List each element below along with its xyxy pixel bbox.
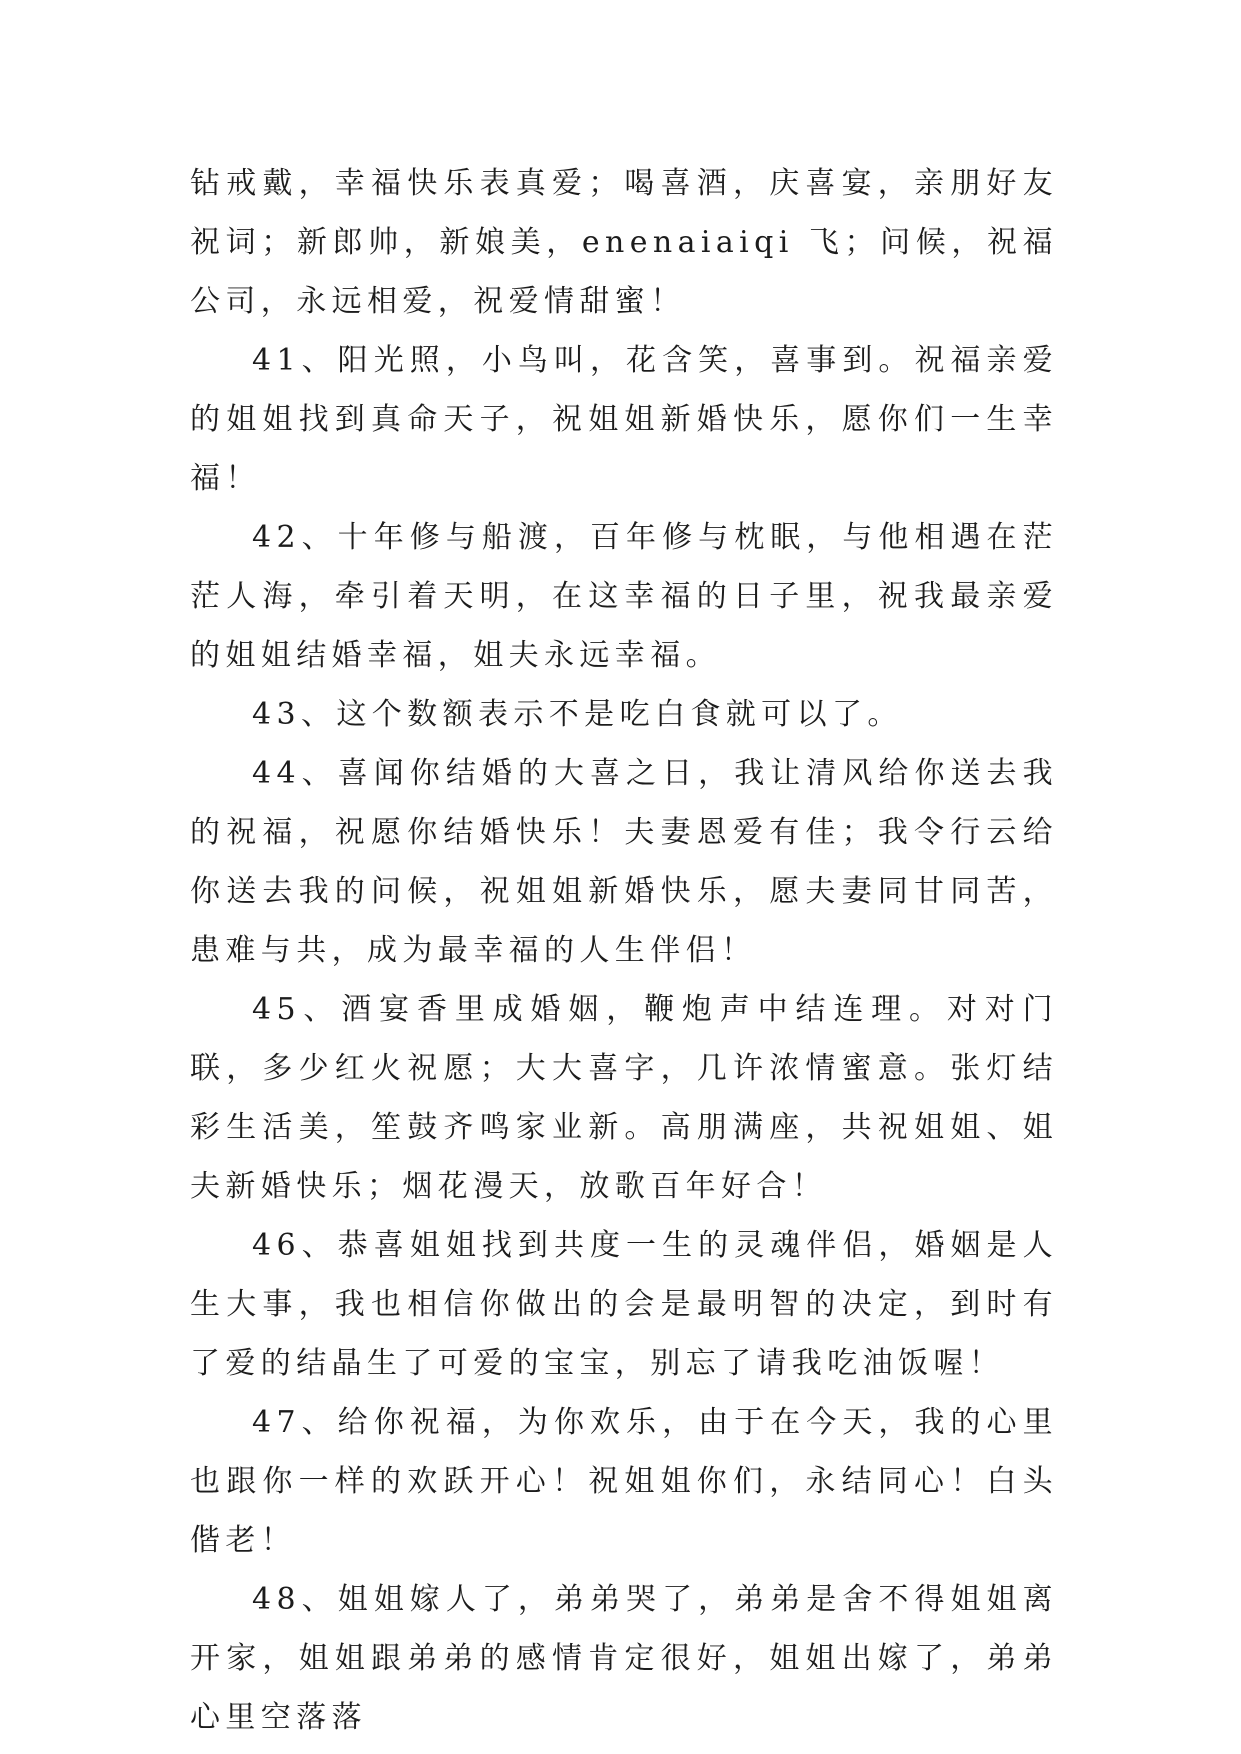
paragraph-item-48: 48、姐姐嫁人了，弟弟哭了，弟弟是舍不得姐姐离开家，姐姐跟弟弟的感情肯定很好，姐姐出嫁了，弟弟心里空落落	[190, 1582, 1058, 1735]
paragraph-item-41: 41、阳光照，小鸟叫，花含笑，喜事到。祝福亲爱的姐姐找到真命天子，祝姐姐新婚快乐，愿你们一生幸福！	[190, 343, 1058, 496]
paragraph-item-47: 47、给你祝福，为你欢乐，由于在今天，我的心里也跟你一样的欢跃开心！祝姐姐你们，永结同心！白头偕老！	[190, 1405, 1058, 1558]
paragraph-item-42: 42、十年修与船渡，百年修与枕眠，与他相遇在茫茫人海，牵引着天明，在这幸福的日子里，祝我最亲爱的姐姐结婚幸福，姐夫永远幸福。	[190, 520, 1058, 673]
paragraph-item-44: 44、喜闻你结婚的大喜之日，我让清风给你送去我的祝福，祝愿你结婚快乐！夫妻恩爱有佳；我令行云给你送去我的问候，祝姐姐新婚快乐，愿夫妻同甘同苦，患难与共，成为最幸福的人生伴侣！	[190, 756, 1058, 968]
paragraph-item-46: 46、恭喜姐姐找到共度一生的灵魂伴侣，婚姻是人生大事，我也相信你做出的会是最明智的决定，到时有了爱的结晶生了可爱的宝宝，别忘了请我吃油饭喔！	[190, 1228, 1058, 1381]
paragraph-continuation: 钻戒戴，幸福快乐表真爱；喝喜酒，庆喜宴，亲朋好友祝词；新郎帅，新娘美，enenaiaiqi 飞；问候，祝福公司，永远相爱，祝爱情甜蜜！	[190, 166, 1058, 319]
paragraph-item-43: 43、这个数额表示不是吃白食就可以了。	[252, 697, 903, 732]
paragraph-item-45: 45、酒宴香里成婚姻，鞭炮声中结连理。对对门联，多少红火祝愿；大大喜字，几许浓情蜜意。张灯结彩生活美，笙鼓齐鸣家业新。高朋满座，共祝姐姐、姐夫新婚快乐；烟花漫天，放歌百年好合！	[190, 992, 1058, 1204]
document-body	[190, 154, 1058, 1747]
